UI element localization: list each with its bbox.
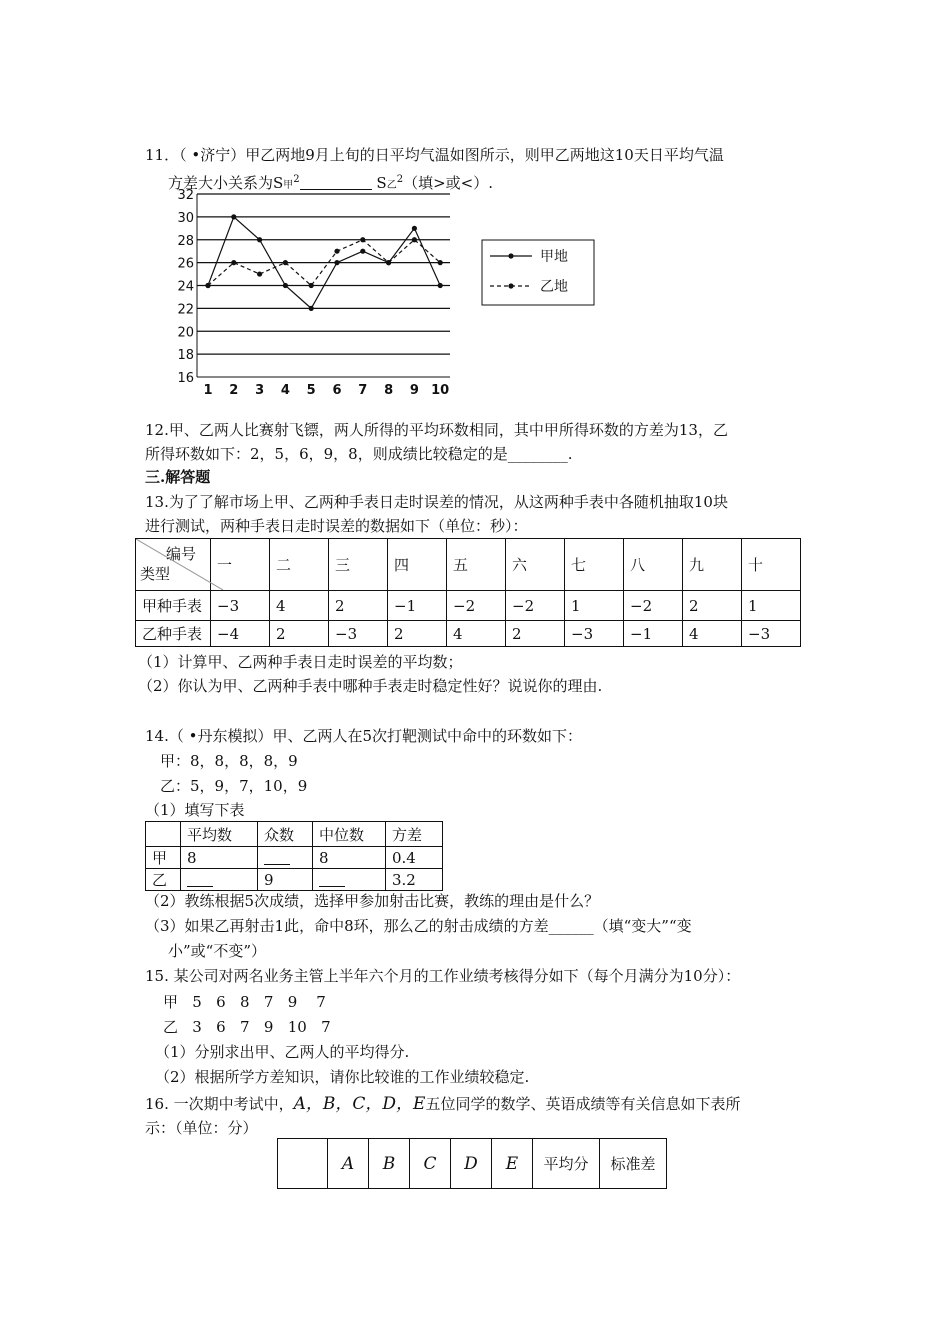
q13-header: 五 [447, 539, 506, 591]
q14-answer-blank[interactable] [319, 872, 345, 887]
legend-marker [508, 283, 513, 288]
data-point [438, 260, 443, 265]
q13-cell: −3 [329, 621, 388, 647]
q14-blank-cell[interactable] [181, 869, 258, 891]
legend-label: 甲地 [540, 249, 568, 265]
data-point [283, 260, 288, 265]
data-point [386, 260, 391, 265]
q14-cell: 8 [313, 847, 386, 869]
q13-corner-top: 编号 [165, 545, 196, 563]
legend-marker [508, 253, 513, 258]
q14-corner [146, 822, 181, 847]
y-tick-label: 18 [177, 348, 194, 364]
q16-header: A [328, 1139, 369, 1189]
q15-sub2: （2）根据所学方差知识，请你比较谁的工作业绩较稳定. [155, 1068, 530, 1086]
q14-header: 众数 [258, 822, 313, 847]
x-tick-label: 3 [255, 383, 265, 398]
q16-line1 [145, 1094, 740, 1114]
q13-cell: 2 [388, 621, 447, 647]
q13-row-label: 甲种手表 [136, 591, 211, 621]
q13-header: 三 [329, 539, 388, 591]
q13-row-label: 乙种手表 [136, 621, 211, 647]
x-tick-label: 1 [203, 383, 213, 398]
q13-cell: 1 [742, 591, 801, 621]
q13-header: 六 [506, 539, 565, 591]
q16-text-a: 16. 一次期中考试中， [145, 1095, 294, 1113]
x-tick-label: 9 [409, 383, 419, 398]
q12-line2: 所得环数如下：2，5，6，9，8，则成绩比较稳定的是________. [145, 445, 573, 463]
q13-header: 十 [742, 539, 801, 591]
q14-header: 平均数 [181, 822, 258, 847]
q13-table [135, 538, 801, 647]
q13-cell: −2 [624, 591, 683, 621]
q16-header: B [369, 1139, 410, 1189]
q13-cell: −4 [211, 621, 270, 647]
data-point [205, 283, 210, 288]
q15-yi: 乙 3 6 7 9 10 7 [163, 1018, 331, 1036]
legend-box [482, 240, 594, 305]
q13-cell: −3 [565, 621, 624, 647]
x-tick-label: 2 [229, 383, 239, 398]
q14-cell: 3.2 [386, 869, 443, 891]
q13-cell: 4 [683, 621, 742, 647]
q13-cell: 2 [683, 591, 742, 621]
q16-line2: 示：（单位：分） [145, 1119, 258, 1137]
q13-sub2: （2）你认为甲、乙两种手表中哪种手表走时稳定性好？说说你的理由. [138, 677, 603, 695]
chart-ticks [177, 188, 449, 398]
q13-cell: −2 [506, 591, 565, 621]
q14-sub3-b: 小”或“不变”） [168, 942, 267, 960]
data-point [412, 237, 417, 242]
q13-cell: −3 [211, 591, 270, 621]
q13-line1: 13.为了了解市场上甲、乙两种手表日走时误差的情况，从这两种手表中各随机抽取10块 [145, 493, 728, 511]
q13-cell: −3 [742, 621, 801, 647]
data-point [231, 214, 236, 219]
chart-legend [482, 240, 594, 305]
q16-header: D [451, 1139, 492, 1189]
q16-table [277, 1138, 667, 1189]
x-tick-label: 4 [280, 383, 290, 398]
q14-answer-blank[interactable] [264, 850, 290, 865]
q14-yi: 乙：5，9，7，10，9 [160, 777, 308, 795]
q13-header: 二 [270, 539, 329, 591]
y-tick-label: 22 [177, 302, 194, 318]
q11-line1: 11．（ •济宁）甲乙两地9月上旬的日平均气温如图所示，则甲乙两地这10天日平均气温 [145, 146, 724, 164]
q11-text-a: 方差大小关系为S [168, 174, 284, 192]
q16-header: 平均分 [533, 1139, 600, 1189]
q16-header: C [410, 1139, 451, 1189]
q11-text-b: （填>或<）. [403, 174, 493, 192]
q13-cell: 1 [565, 591, 624, 621]
data-point [438, 283, 443, 288]
y-tick-label: 32 [177, 188, 194, 203]
y-tick-label: 26 [177, 256, 194, 272]
q13-cell: 4 [270, 591, 329, 621]
data-point [334, 260, 339, 265]
q13-header: 四 [388, 539, 447, 591]
q14-cell: 8 [181, 847, 258, 869]
x-tick-label: 7 [358, 383, 368, 398]
q11-sub-jia: 甲 [283, 180, 294, 191]
q11-line2: 方差大小关系为S甲$^2$ S乙$^2$（填>或<）. [168, 174, 493, 192]
q13-header: 七 [565, 539, 624, 591]
y-tick-label: 28 [177, 233, 194, 249]
q14-sub2: （2）教练根据5次成绩，选择甲参加射击比赛，教练的理由是什么？ [145, 892, 600, 910]
data-point [334, 249, 339, 254]
q11-sub-yi: 乙 [386, 180, 397, 191]
data-point [231, 260, 236, 265]
q14-sub3-a: （3）如果乙再射击1此，命中8环，那么乙的射击成绩的方差______（填“变大”“变 [145, 917, 692, 935]
q13-cell: 2 [329, 591, 388, 621]
q11-sup-1: 2 [293, 174, 300, 185]
q14-answer-blank[interactable] [187, 872, 213, 887]
q14-blank-cell[interactable] [313, 869, 386, 891]
q13-cell: −2 [447, 591, 506, 621]
data-point [257, 237, 262, 242]
q14-cell: 9 [258, 869, 313, 891]
q14-row-label: 甲 [146, 847, 181, 869]
q14-cell: 0.4 [386, 847, 443, 869]
y-tick-label: 20 [177, 325, 194, 341]
q15-line1: 15. 某公司对两名业务主管上半年六个月的工作业绩考核得分如下（每个月满分为10分）： [145, 967, 741, 985]
q16-letters: A，B，C，D，E [293, 1094, 426, 1114]
data-point [412, 226, 417, 231]
section-title: 三.解答题 [145, 468, 211, 486]
q14-row-label: 乙 [146, 869, 181, 891]
q13-header: 一 [211, 539, 270, 591]
y-tick-label: 16 [177, 371, 194, 386]
q13-cell: 2 [506, 621, 565, 647]
q13-header: 八 [624, 539, 683, 591]
q14-line1: 14.（ •丹东模拟）甲、乙两人在5次打靶测试中命中的环数如下： [145, 727, 583, 745]
q15-jia: 甲 5 6 8 7 9 7 [163, 993, 326, 1011]
x-tick-label: 6 [332, 383, 342, 398]
q14-blank-cell[interactable] [258, 847, 313, 869]
q13-cell: −1 [388, 591, 447, 621]
data-point [360, 249, 365, 254]
q13-sub1: （1）计算甲、乙两种手表日走时误差的平均数； [138, 653, 463, 671]
q14-table [145, 821, 443, 891]
q16-header [278, 1139, 328, 1189]
q14-header: 方差 [386, 822, 443, 847]
q15-sub1: （1）分别求出甲、乙两人的平均得分. [155, 1043, 410, 1061]
data-point [309, 283, 314, 288]
q13-cell: 2 [270, 621, 329, 647]
q14-jia: 甲：8，8，8，8，9 [160, 752, 298, 770]
y-tick-label: 24 [177, 279, 194, 295]
q13-corner-cell [136, 539, 211, 591]
q13-header: 九 [683, 539, 742, 591]
x-tick-label: 8 [384, 383, 394, 398]
q11-sup-2: 2 [396, 174, 404, 185]
x-tick-label: 5 [306, 383, 316, 398]
q16-text-b: 五位同学的数学、英语成绩等有关信息如下表所 [425, 1095, 741, 1113]
q12-line1: 12.甲、乙两人比赛射飞镖，两人所得的平均环数相同，其中甲所得环数的方差为13，乙 [145, 421, 728, 439]
q14-sub1: （1）填写下表 [145, 801, 245, 819]
data-point [360, 237, 365, 242]
data-point [309, 306, 314, 311]
legend-label: 乙地 [540, 279, 568, 295]
data-point [283, 283, 288, 288]
y-tick-label: 30 [177, 210, 194, 226]
data-point [257, 271, 262, 276]
q14-header: 中位数 [313, 822, 386, 847]
q13-line2: 进行测试，两种手表日走时误差的数据如下（单位：秒）： [145, 517, 528, 535]
q13-cell: 4 [447, 621, 506, 647]
temperature-chart [170, 188, 630, 398]
q13-cell: −1 [624, 621, 683, 647]
q16-header: E [492, 1139, 533, 1189]
x-tick-label: 10 [431, 383, 450, 398]
q13-corner-bottom: 类型 [140, 565, 171, 583]
q16-header: 标准差 [600, 1139, 667, 1189]
